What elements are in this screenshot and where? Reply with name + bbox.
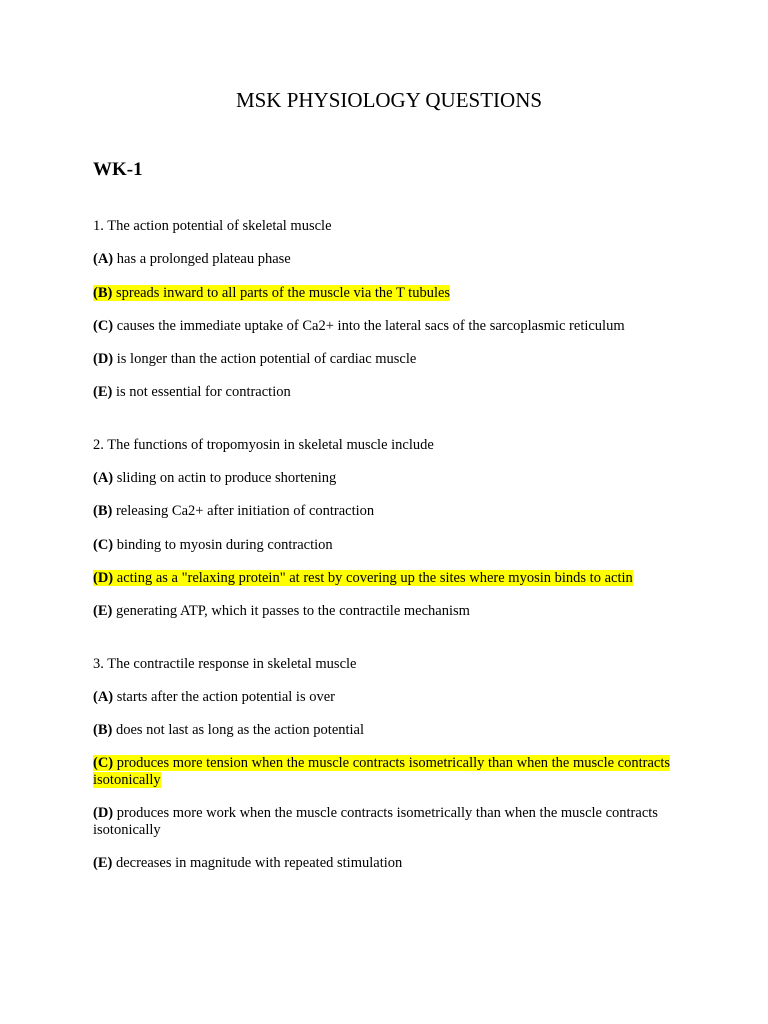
option-text: has a prolonged plateau phase bbox=[116, 251, 291, 267]
option-letter: (D) bbox=[93, 570, 114, 586]
option-letter: (B) bbox=[93, 285, 113, 301]
highlighted-answer bbox=[93, 570, 633, 586]
option-text: decreases in magnitude with repeated stimulation bbox=[115, 855, 403, 871]
option-text: binding to myosin during contraction bbox=[116, 537, 333, 553]
question-2-option-c bbox=[93, 537, 673, 554]
option-letter: (E) bbox=[93, 603, 113, 619]
option-text: does not last as long as the action potential bbox=[115, 722, 365, 738]
question-3-option-a bbox=[93, 689, 673, 706]
question-1-option-e bbox=[93, 384, 673, 401]
option-letter: (A) bbox=[93, 470, 114, 486]
question-3-stem: 3. The contractile response in skeletal muscle bbox=[93, 656, 357, 672]
option-text: is not essential for contraction bbox=[115, 384, 291, 400]
option-text: releasing Ca2+ after initiation of contraction bbox=[115, 503, 375, 519]
question-2-option-d bbox=[93, 570, 673, 587]
option-letter: (E) bbox=[93, 855, 113, 871]
option-text: is longer than the action potential of cardiac muscle bbox=[116, 351, 417, 367]
question-2-option-a bbox=[93, 470, 673, 487]
option-text: sliding on actin to produce shortening bbox=[116, 470, 337, 486]
option-text: spreads inward to all parts of the muscle via the T tubules bbox=[115, 285, 451, 301]
option-letter: (A) bbox=[93, 251, 114, 267]
question-2-option-e bbox=[93, 603, 673, 620]
option-text: generating ATP, which it passes to the contractile mechanism bbox=[115, 603, 470, 619]
option-letter: (B) bbox=[93, 722, 113, 738]
option-letter: (C) bbox=[93, 318, 114, 334]
option-letter: (C) bbox=[93, 755, 114, 771]
question-1-option-d bbox=[93, 351, 673, 368]
question-2-option-b bbox=[93, 503, 673, 520]
option-letter: (D) bbox=[93, 805, 114, 821]
question-1-stem: 1. The action potential of skeletal muscle bbox=[93, 218, 332, 234]
option-text: acting as a "relaxing protein" at rest by covering up the sites where myosin binds to actin bbox=[116, 570, 633, 586]
highlighted-answer bbox=[93, 285, 450, 301]
question-3-option-b bbox=[93, 722, 673, 739]
option-letter: (D) bbox=[93, 351, 114, 367]
option-letter: (B) bbox=[93, 503, 113, 519]
section-heading: WK-1 bbox=[93, 159, 143, 180]
option-text: produces more work when the muscle contracts isometrically than when the muscle contracts isotonically bbox=[93, 805, 658, 838]
highlighted-answer bbox=[93, 755, 670, 788]
question-3-option-d bbox=[93, 805, 673, 839]
page-title: MSK PHYSIOLOGY QUESTIONS bbox=[235, 88, 543, 112]
question-1-option-a bbox=[93, 251, 673, 268]
question-3-option-e bbox=[93, 855, 673, 872]
option-text: produces more tension when the muscle contracts isometrically than when the muscle contracts isotonically bbox=[93, 755, 671, 788]
option-text: starts after the action potential is over bbox=[116, 689, 335, 705]
question-2-stem: 2. The functions of tropomyosin in skeletal muscle include bbox=[93, 437, 434, 453]
option-letter: (E) bbox=[93, 384, 113, 400]
question-1-option-b bbox=[93, 285, 673, 302]
option-text: causes the immediate uptake of Ca2+ into the lateral sacs of the sarcoplasmic reticulum bbox=[116, 318, 625, 334]
option-letter: (A) bbox=[93, 689, 114, 705]
question-1-option-c bbox=[93, 318, 673, 335]
question-3-option-c bbox=[93, 755, 673, 789]
option-letter: (C) bbox=[93, 537, 114, 553]
